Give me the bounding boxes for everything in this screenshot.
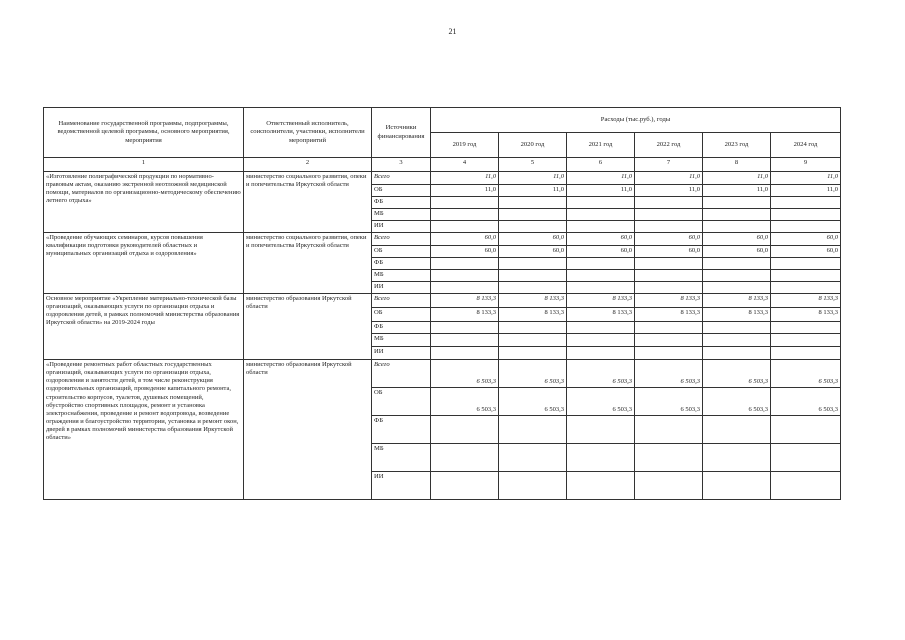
expense-cell: 60,0: [567, 246, 635, 258]
expense-cell: [499, 416, 567, 444]
table-body: [44, 172, 841, 500]
expense-cell: [635, 270, 703, 282]
expense-cell: [431, 322, 499, 334]
expense-cell: [771, 444, 841, 472]
funding-source: ИИ: [372, 221, 431, 233]
expense-cell: 11,0: [703, 172, 771, 185]
expense-cell: [771, 416, 841, 444]
table-row: [44, 172, 841, 185]
header-year: 2019 год: [431, 133, 499, 158]
funding-source: МБ: [372, 209, 431, 221]
expense-cell: [771, 347, 841, 360]
expense-cell: 60,0: [703, 233, 771, 246]
column-numbers-row: [44, 158, 841, 172]
expense-cell: [567, 416, 635, 444]
expense-cell: [635, 221, 703, 233]
column-number: 1: [44, 158, 244, 172]
header-source: Источники финансирования: [372, 108, 431, 158]
expense-cell: 6 503,3: [771, 388, 841, 416]
funding-source: Всего: [372, 172, 431, 185]
expense-cell: 11,0: [499, 172, 567, 185]
expense-cell: [771, 209, 841, 221]
funding-source: ОБ: [372, 185, 431, 197]
funding-source: Всего: [372, 294, 431, 308]
activity-name: «Проведение ремонтных работ областных государственных организаций, оказывающих услуги по организации отдыха, оздоровления и занятости детей, в том числе реконструкция оздоровительных организаций, проведение капитального ремонта, строительство корпусов, туалетов, душевых помещений, обустройство спортивных площадок, ремонт и установка электроснабжения, проведение и ремонт водопровода, возведение ограждения и благоустройство территории, установка и ремонт окон, дверей в рамках полномочий министерства образования Иркутской области»: [44, 360, 244, 500]
expense-cell: [499, 322, 567, 334]
expense-cell: 11,0: [567, 185, 635, 197]
expense-cell: 60,0: [567, 233, 635, 246]
expense-cell: 60,0: [431, 233, 499, 246]
expense-cell: 8 133,3: [431, 308, 499, 322]
expense-cell: 11,0: [431, 185, 499, 197]
header-year: 2020 год: [499, 133, 567, 158]
expense-cell: [499, 334, 567, 347]
table-row: [44, 233, 841, 246]
header-year: 2024 год: [771, 133, 841, 158]
expense-cell: [499, 347, 567, 360]
expense-cell: 11,0: [703, 185, 771, 197]
expense-cell: [499, 472, 567, 500]
financing-table: [43, 107, 841, 500]
column-number: 4: [431, 158, 499, 172]
expense-cell: [635, 209, 703, 221]
expense-cell: [431, 334, 499, 347]
expense-cell: [431, 209, 499, 221]
expense-cell: 6 503,3: [431, 360, 499, 388]
expense-cell: 60,0: [635, 246, 703, 258]
expense-cell: [567, 472, 635, 500]
expense-cell: 8 133,3: [567, 308, 635, 322]
expense-cell: [635, 472, 703, 500]
expense-cell: [567, 334, 635, 347]
expense-cell: [499, 282, 567, 294]
expense-cell: [499, 209, 567, 221]
header-year: 2021 год: [567, 133, 635, 158]
expense-cell: 6 503,3: [567, 388, 635, 416]
expense-cell: [431, 347, 499, 360]
expense-cell: 6 503,3: [703, 360, 771, 388]
expense-cell: [703, 416, 771, 444]
expense-cell: [703, 347, 771, 360]
expense-cell: [567, 322, 635, 334]
expense-cell: 60,0: [499, 233, 567, 246]
expense-cell: 8 133,3: [703, 308, 771, 322]
expense-cell: [771, 258, 841, 270]
expense-cell: [431, 282, 499, 294]
expense-cell: [703, 221, 771, 233]
expense-cell: [567, 221, 635, 233]
expense-cell: [771, 221, 841, 233]
funding-source: ОБ: [372, 388, 431, 416]
header-expenses: Расходы (тыс.руб.), годы: [431, 108, 841, 133]
funding-source: МБ: [372, 444, 431, 472]
activity-executor: министерство социального развития, опеки и попечительства Иркутской области: [244, 172, 372, 233]
expense-cell: [771, 472, 841, 500]
page-number: 21: [448, 27, 457, 36]
expense-cell: [431, 258, 499, 270]
expense-cell: [431, 270, 499, 282]
expense-cell: [567, 444, 635, 472]
expense-cell: [771, 322, 841, 334]
activity-name: «Проведение обучающих семинаров, курсов повышения квалификации подготовки руководителей областных и муниципальных организаций отдыха и оздоровления»: [44, 233, 244, 294]
expense-cell: 6 503,3: [771, 360, 841, 388]
activity-name: Основное мероприятие «Укрепление материально-технической базы организаций, оказывающих услуги по организации отдыха и оздоровления детей, в рамках полномочий министерства образования Иркутской области» на 2019-2024 годы: [44, 294, 244, 360]
expense-cell: [635, 282, 703, 294]
expense-cell: [567, 258, 635, 270]
expense-cell: [703, 472, 771, 500]
expense-cell: [703, 197, 771, 209]
funding-source: ИИ: [372, 347, 431, 360]
expense-cell: 8 133,3: [771, 294, 841, 308]
expense-cell: [431, 444, 499, 472]
expense-cell: [431, 416, 499, 444]
expense-cell: 11,0: [635, 185, 703, 197]
expense-cell: 8 133,3: [499, 294, 567, 308]
expense-cell: [567, 209, 635, 221]
expense-cell: 11,0: [499, 185, 567, 197]
column-number: 9: [771, 158, 841, 172]
expense-cell: 8 133,3: [567, 294, 635, 308]
expense-cell: [635, 444, 703, 472]
activity-executor: министерство социального развития, опеки и попечительства Иркутской области: [244, 233, 372, 294]
expense-cell: 6 503,3: [499, 360, 567, 388]
expense-cell: [635, 334, 703, 347]
expense-cell: 60,0: [431, 246, 499, 258]
expense-cell: [771, 270, 841, 282]
column-number: 6: [567, 158, 635, 172]
funding-source: ОБ: [372, 308, 431, 322]
activity-executor: министерство образования Иркутской области: [244, 294, 372, 360]
expense-cell: 60,0: [635, 233, 703, 246]
activity-name: «Изготовление полиграфической продукции по нормативно-правовым актам, оказанию экстренной неотложной медицинской помощи, материалов по организационно-методическому обеспечению летнего отдыха»: [44, 172, 244, 233]
expense-cell: [499, 221, 567, 233]
expense-cell: [567, 282, 635, 294]
expense-cell: 8 133,3: [703, 294, 771, 308]
expense-cell: 8 133,3: [635, 294, 703, 308]
expense-cell: 8 133,3: [431, 294, 499, 308]
expense-cell: 11,0: [771, 185, 841, 197]
expense-cell: [431, 197, 499, 209]
expense-cell: 6 503,3: [431, 388, 499, 416]
expense-cell: 11,0: [431, 172, 499, 185]
funding-source: Всего: [372, 360, 431, 388]
expense-cell: [499, 258, 567, 270]
funding-source: ФБ: [372, 197, 431, 209]
funding-source: МБ: [372, 270, 431, 282]
expense-cell: [567, 197, 635, 209]
expense-cell: 6 503,3: [635, 360, 703, 388]
expense-cell: [703, 209, 771, 221]
expense-cell: [431, 472, 499, 500]
expense-cell: [703, 258, 771, 270]
funding-source: ФБ: [372, 322, 431, 334]
funding-source: ФБ: [372, 258, 431, 270]
expense-cell: [703, 322, 771, 334]
funding-source: ИИ: [372, 472, 431, 500]
expense-cell: 60,0: [771, 246, 841, 258]
expense-cell: 11,0: [635, 172, 703, 185]
expense-cell: [635, 416, 703, 444]
expense-cell: [635, 347, 703, 360]
expense-cell: [703, 444, 771, 472]
expense-cell: [635, 322, 703, 334]
expense-cell: 8 133,3: [635, 308, 703, 322]
column-number: 2: [244, 158, 372, 172]
expense-cell: [499, 197, 567, 209]
funding-source: ФБ: [372, 416, 431, 444]
funding-source: ОБ: [372, 246, 431, 258]
expense-cell: [703, 282, 771, 294]
column-number: 8: [703, 158, 771, 172]
funding-source: Всего: [372, 233, 431, 246]
expense-cell: [567, 270, 635, 282]
expense-cell: 6 503,3: [703, 388, 771, 416]
column-number: 3: [372, 158, 431, 172]
expense-cell: [635, 197, 703, 209]
expense-cell: [635, 258, 703, 270]
expense-cell: 60,0: [499, 246, 567, 258]
expense-cell: [567, 347, 635, 360]
expense-cell: [703, 334, 771, 347]
expense-cell: [499, 270, 567, 282]
expense-cell: 6 503,3: [499, 388, 567, 416]
header-year: 2023 год: [703, 133, 771, 158]
expense-cell: [771, 334, 841, 347]
column-number: 5: [499, 158, 567, 172]
expense-cell: 11,0: [771, 172, 841, 185]
expense-cell: 8 133,3: [771, 308, 841, 322]
header-year: 2022 год: [635, 133, 703, 158]
header-name: Наименование государственной программы, подпрограммы, ведомственной целевой программы, основного мероприятия, мероприятия: [44, 108, 244, 158]
expense-cell: 11,0: [567, 172, 635, 185]
expense-cell: 6 503,3: [635, 388, 703, 416]
table-row: [44, 294, 841, 308]
expense-cell: [771, 197, 841, 209]
funding-source: ИИ: [372, 282, 431, 294]
column-number: 7: [635, 158, 703, 172]
funding-source: МБ: [372, 334, 431, 347]
expense-cell: [499, 444, 567, 472]
expense-cell: 6 503,3: [567, 360, 635, 388]
expense-cell: [771, 282, 841, 294]
expense-cell: 8 133,3: [499, 308, 567, 322]
header-executor: Ответственный исполнитель, соисполнители, участники, исполнители мероприятий: [244, 108, 372, 158]
expense-cell: 60,0: [771, 233, 841, 246]
table-row: [44, 360, 841, 388]
expense-cell: [703, 270, 771, 282]
expense-cell: 60,0: [703, 246, 771, 258]
activity-executor: министерство образования Иркутской области: [244, 360, 372, 500]
expense-cell: [431, 221, 499, 233]
